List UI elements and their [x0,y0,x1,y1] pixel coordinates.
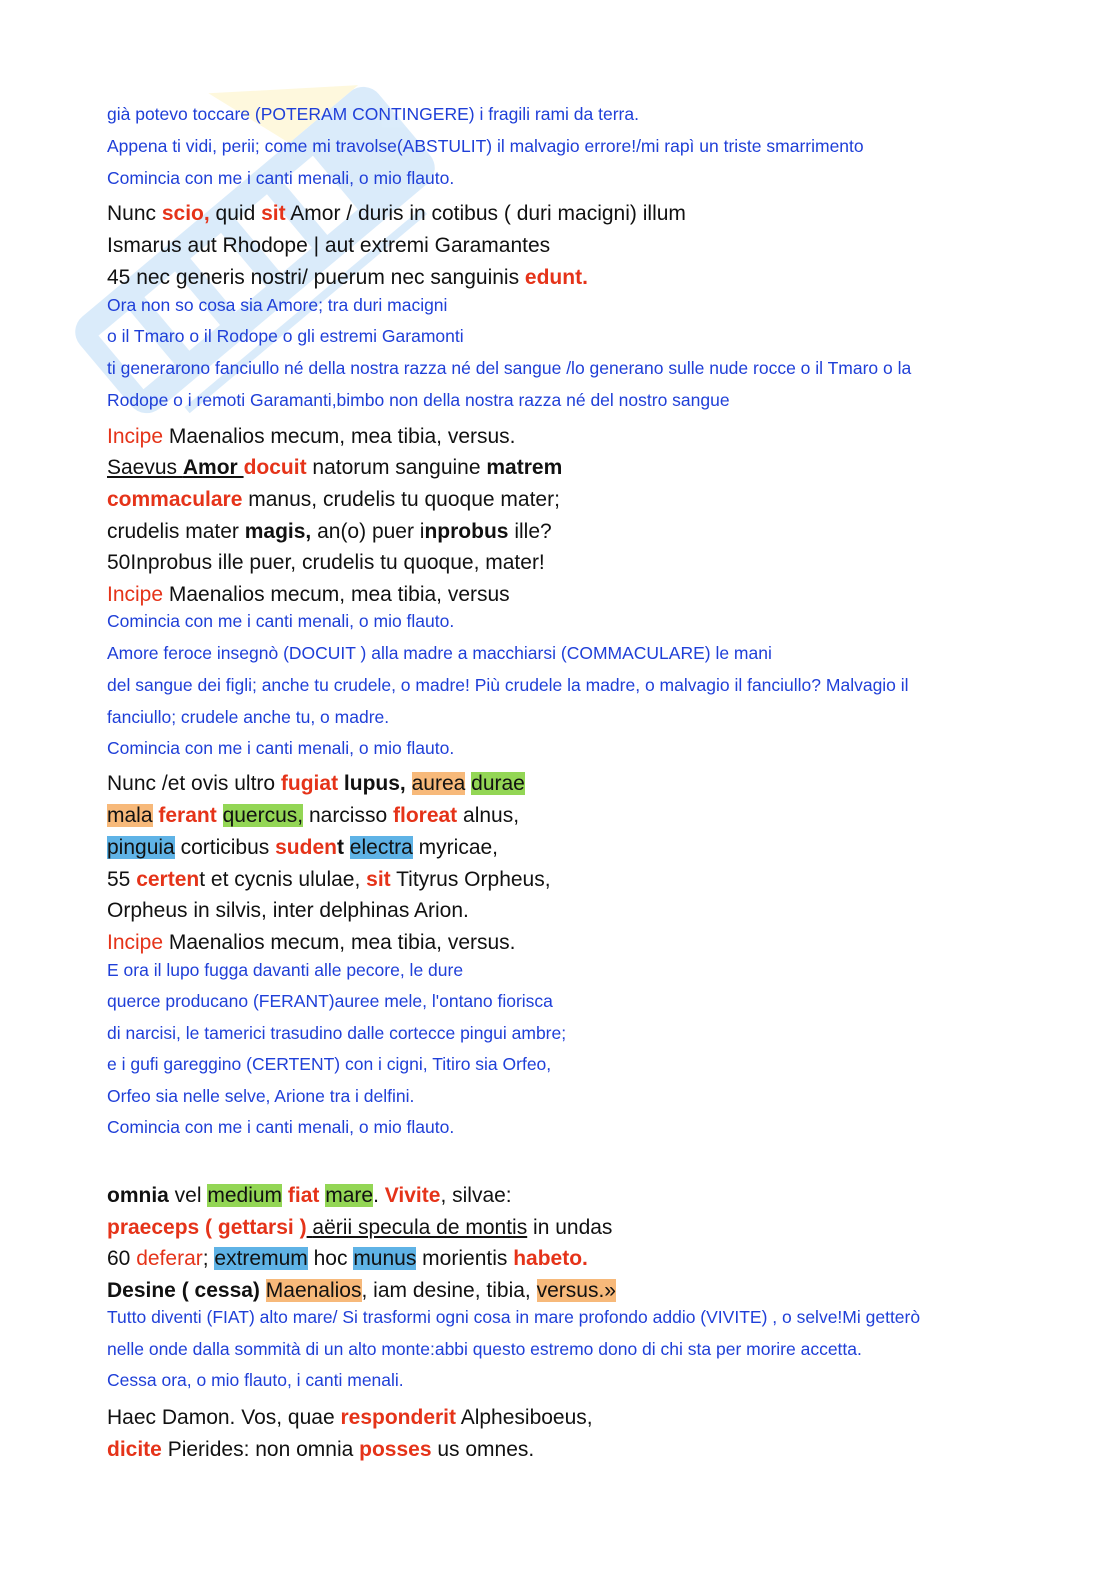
latin-verse: praeceps ( gettarsi ) aërii specula de montis in undas [107,1216,613,1239]
latin-verse: Incipe Maenalios mecum, mea tibia, versus. [107,931,516,954]
latin-verse: 60 deferar; extremum hoc munus morientis habeto. [107,1247,588,1270]
translation-line: Orfeo sia nelle selve, Arione tra i delfini. [107,1086,415,1106]
translation-line: Rodope o i remoti Garamanti,bimbo non della nostra razza né del nostro sangue [107,390,730,410]
latin-verse: Incipe Maenalios mecum, mea tibia, versus. [107,425,516,448]
translation-line: già potevo toccare (POTERAM CONTINGERE) i fragili rami da terra. [107,104,639,124]
translation-line: e i gufi gareggino (CERTENT) con i cigni, Titiro sia Orfeo, [107,1054,552,1074]
translation-line: nelle onde dalla sommità di un alto monte:abbi questo estremo dono di chi sta per morire accetta. [107,1339,862,1359]
latin-verse: Ismarus aut Rhodope | aut extremi Garamantes [107,234,551,257]
latin-verse: dicite Pierides: non omnia posses us omnes. [107,1438,535,1461]
latin-verse: crudelis mater magis, an(o) puer inprobus ille? [107,520,552,543]
translation-line: Tutto diventi (FIAT) alto mare/ Si trasformi ogni cosa in mare profondo addio (VIVITE) , o selve!Mi getterò [107,1307,921,1327]
translation-line: Amore feroce insegnò (DOCUIT ) alla madre a macchiarsi (COMMACULARE) le mani [107,643,772,663]
latin-verse: Haec Damon. Vos, quae responderit Alphesiboeus, [107,1406,593,1429]
latin-verse: mala ferant quercus, narcisso floreat alnus, [107,804,520,827]
latin-verse: Desine ( cessa) Maenalios, iam desine, tibia, versus.» [107,1279,616,1302]
translation-line: ti generarono fanciullo né della nostra razza né del sangue /lo generano sulle nude rocce o il Tmaro o la [107,358,912,378]
latin-verse: omnia vel medium fiat mare. Vivite, silvae: [107,1184,512,1207]
latin-verse: pinguia corticibus sudent electra myricae, [107,836,499,859]
translation-line: Comincia con me i canti menali, o mio flauto. [107,168,455,188]
latin-verse: Orpheus in silvis, inter delphinas Arion. [107,899,469,922]
translation-line: del sangue dei figli; anche tu crudele, o madre! Più crudele la madre, o malvagio il fanciullo? Malvagio il [107,675,909,695]
latin-verse: 45 nec generis nostri/ puerum nec sanguinis edunt. [107,266,588,289]
latin-verse: 50Inprobus ille puer, crudelis tu quoque, mater! [107,551,545,574]
latin-verse: Incipe Maenalios mecum, mea tibia, versus [107,583,510,606]
latin-verse: commaculare manus, crudelis tu quoque mater; [107,488,560,511]
translation-line: Ora non so cosa sia Amore; tra duri macigni [107,295,448,315]
translation-line: Comincia con me i canti menali, o mio flauto. [107,1117,455,1137]
translation-line: Comincia con me i canti menali, o mio flauto. [107,738,455,758]
latin-verse: Saevus Amor docuit natorum sanguine matrem [107,456,563,479]
translation-line: Comincia con me i canti menali, o mio flauto. [107,611,455,631]
translation-line: di narcisi, le tamerici trasudino dalle cortecce pingui ambre; [107,1023,567,1043]
latin-verse: 55 certent et cycnis ululae, sit Tityrus Orpheus, [107,868,551,891]
translation-line: fanciullo; crudele anche tu, o madre. [107,707,390,727]
translation-line: E ora il lupo fugga davanti alle pecore, le dure [107,960,464,980]
translation-line: Appena ti vidi, perii; come mi travolse(ABSTULIT) il malvagio errore!/mi rapì un triste smarrimento [107,136,864,156]
translation-line: o il Tmaro o il Rodope o gli estremi Garamonti [107,326,464,346]
translation-line: querce producano (FERANT)auree mele, l'ontano fiorisca [107,991,553,1011]
latin-verse: Nunc /et ovis ultro fugiat lupus, aurea durae [107,772,525,795]
translation-line: Cessa ora, o mio flauto, i canti menali. [107,1370,404,1390]
latin-verse: Nunc scio, quid sit Amor / duris in cotibus ( duri macigni) illum [107,202,686,225]
